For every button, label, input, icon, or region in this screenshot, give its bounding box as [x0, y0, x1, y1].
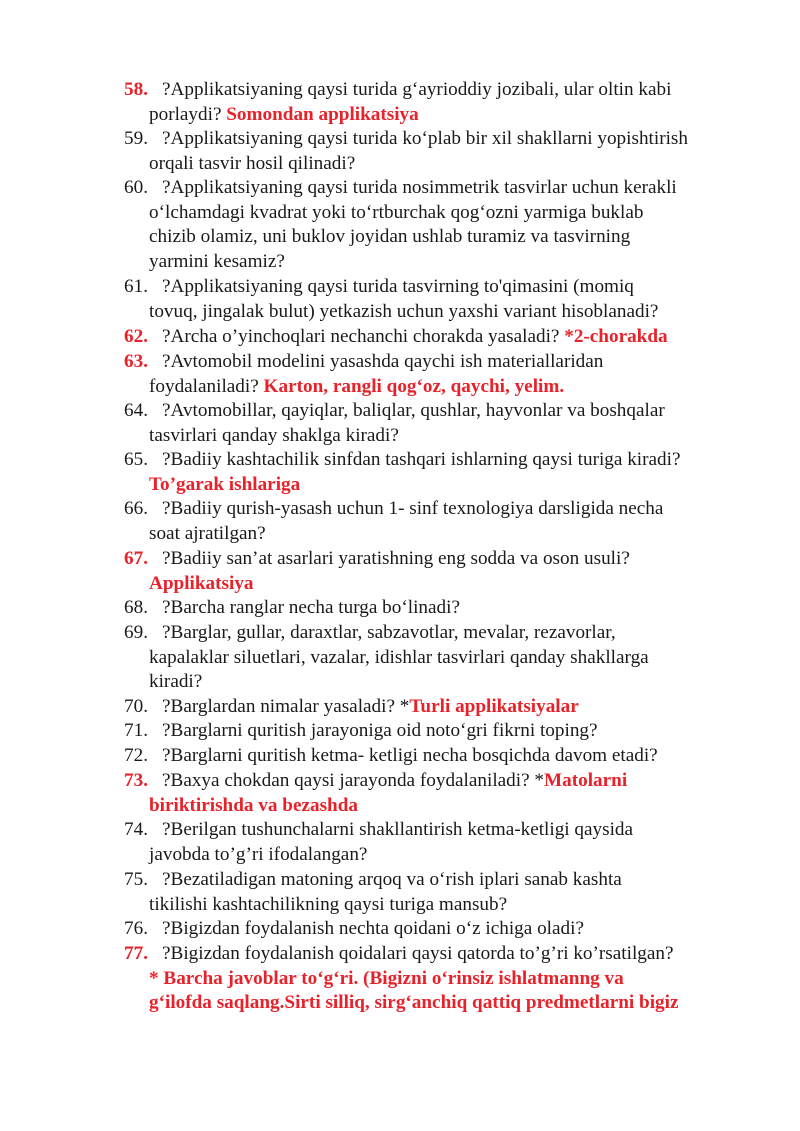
answer-text: *2-chorakda — [564, 326, 668, 347]
question-text-line: kiradi? — [149, 671, 203, 693]
question-text-line: ?Barglarni quritish jarayoniga oid noto‘gri fikrni toping? — [162, 720, 598, 741]
question-number: 75. — [124, 869, 148, 890]
question-text-line: tikilishi kashtachilikning qaysi turiga mansub? — [149, 893, 508, 915]
question-text-line: ?Bezatiladigan matoning arqoq va o‘rish iplari sanab kashta — [162, 869, 622, 890]
answer-text: Applikatsiya — [149, 572, 254, 594]
question-number: 60. — [124, 177, 148, 198]
question-text-line: kapalaklar siluetlari, vazalar, idishlar tasvirlari qanday shakllarga — [149, 646, 649, 668]
question-text-line: tovuq, jingalak bulut) yetkazish uchun yaxshi variant hisoblanadi? — [149, 300, 659, 322]
question-number: 72. — [124, 745, 148, 766]
question-number: 59. — [124, 128, 148, 149]
question-text-line: ?Badiiy san’at asarlari yaratishning eng sodda va oson usuli? — [162, 548, 630, 569]
question-text-line: ?Barcha ranglar necha turga bo‘linadi? — [162, 597, 460, 618]
answer-text: g‘ilofda saqlang.Sirti silliq, sirg‘anchiq qattiq predmetlarni bigiz — [149, 992, 679, 1014]
question-number: 68. — [124, 597, 148, 618]
question-text-line: porlaydi? Somondan applikatsiya — [149, 103, 419, 125]
question-text-line: soat ajratilgan? — [149, 522, 266, 544]
question-number: 74. — [124, 819, 148, 840]
question-number: 69. — [124, 622, 148, 643]
question-text-line: tasvirlari qanday shaklga kiradi? — [149, 424, 399, 446]
answer-text: Somondan applikatsiya — [226, 103, 419, 125]
question-text-line: ?Archa o’yinchoqlari nechanchi chorakda yasaladi? *2-chorakda — [162, 326, 668, 347]
question-text-line: javobda to’g’ri ifodalangan? — [149, 843, 368, 865]
answer-text: Karton, rangli qog‘oz, qaychi, yelim. — [263, 375, 565, 397]
question-text-line: ?Badiiy kashtachilik sinfdan tashqari ishlarning qaysi turiga kiradi? — [162, 449, 681, 470]
answer-text: * Barcha javoblar to‘g‘ri. (Bigizni o‘rinsiz ishlatmanng va — [149, 967, 624, 989]
question-number: 70. — [124, 696, 148, 717]
question-text-line: ?Barglarni quritish ketma- ketligi necha bosqichda davom etadi? — [162, 745, 658, 766]
question-number: 76. — [124, 918, 148, 939]
question-text-line: o‘lchamdagi kvadrat yoki to‘rtburchak qog‘ozni yarmiga buklab — [149, 201, 644, 223]
answer-text: Matolarni — [544, 770, 628, 791]
answer-text: To’garak ishlariga — [149, 473, 301, 495]
question-text-line: ?Applikatsiyaning qaysi turida tasvirning to'qimasini (momiq — [162, 276, 634, 297]
question-text-line: yarmini kesamiz? — [149, 250, 285, 272]
question-number: 58. — [124, 79, 148, 100]
question-number: 71. — [124, 720, 148, 741]
question-text-line: ?Applikatsiyaning qaysi turida nosimmetrik tasvirlar uchun kerakli — [162, 177, 677, 198]
question-number: 66. — [124, 498, 148, 519]
question-text-line: ?Baxya chokdan qaysi jarayonda foydalaniladi? *Matolarni — [162, 770, 628, 791]
answer-text: biriktirishda va bezashda — [149, 794, 358, 816]
question-text-line: ?Barglar, gullar, daraxtlar, sabzavotlar, mevalar, rezavorlar, — [162, 622, 616, 643]
question-text-line: ?Bigizdan foydalanish nechta qoidani o‘z ichiga oladi? — [162, 918, 584, 939]
question-text-line: orqali tasvir hosil qilinadi? — [149, 152, 356, 174]
question-text-line: ?Avtomobillar, qayiqlar, baliqlar, qushlar, hayvonlar va boshqalar — [162, 400, 665, 421]
question-text-line: ?Bigizdan foydalanish qoidalari qaysi qatorda to’g’ri ko’rsatilgan? — [162, 943, 674, 964]
question-number: 67. — [124, 548, 148, 569]
question-number: 63. — [124, 351, 148, 372]
question-number: 73. — [124, 770, 148, 791]
question-text-line: ?Berilgan tushunchalarni shakllantirish ketma-ketligi qaysida — [162, 819, 634, 840]
question-number: 64. — [124, 400, 148, 421]
question-number: 61. — [124, 276, 148, 297]
question-text-line: foydalaniladi? Karton, rangli qog‘oz, qaychi, yelim. — [149, 375, 565, 397]
question-text-line: ?Applikatsiyaning qaysi turida ko‘plab bir xil shakllarni yopishtirish — [162, 128, 688, 149]
question-text-line: ?Applikatsiyaning qaysi turida g‘ayrioddiy jozibali, ular oltin kabi — [162, 79, 672, 100]
answer-text: Turli applikatsiyalar — [409, 696, 579, 717]
question-text-line: chizib olamiz, uni buklov joyidan ushlab turamiz va tasvirning — [149, 226, 631, 248]
question-number: 77. — [124, 943, 148, 964]
question-text-line: ?Avtomobil modelini yasashda qaychi ish materiallaridan — [162, 351, 604, 372]
question-number: 62. — [124, 326, 148, 347]
question-text-line: ?Barglardan nimalar yasaladi? *Turli applikatsiyalar — [162, 696, 579, 717]
question-text-line: ?Badiiy qurish-yasash uchun 1- sinf texnologiya darsligida necha — [162, 498, 664, 519]
question-number: 65. — [124, 449, 148, 470]
